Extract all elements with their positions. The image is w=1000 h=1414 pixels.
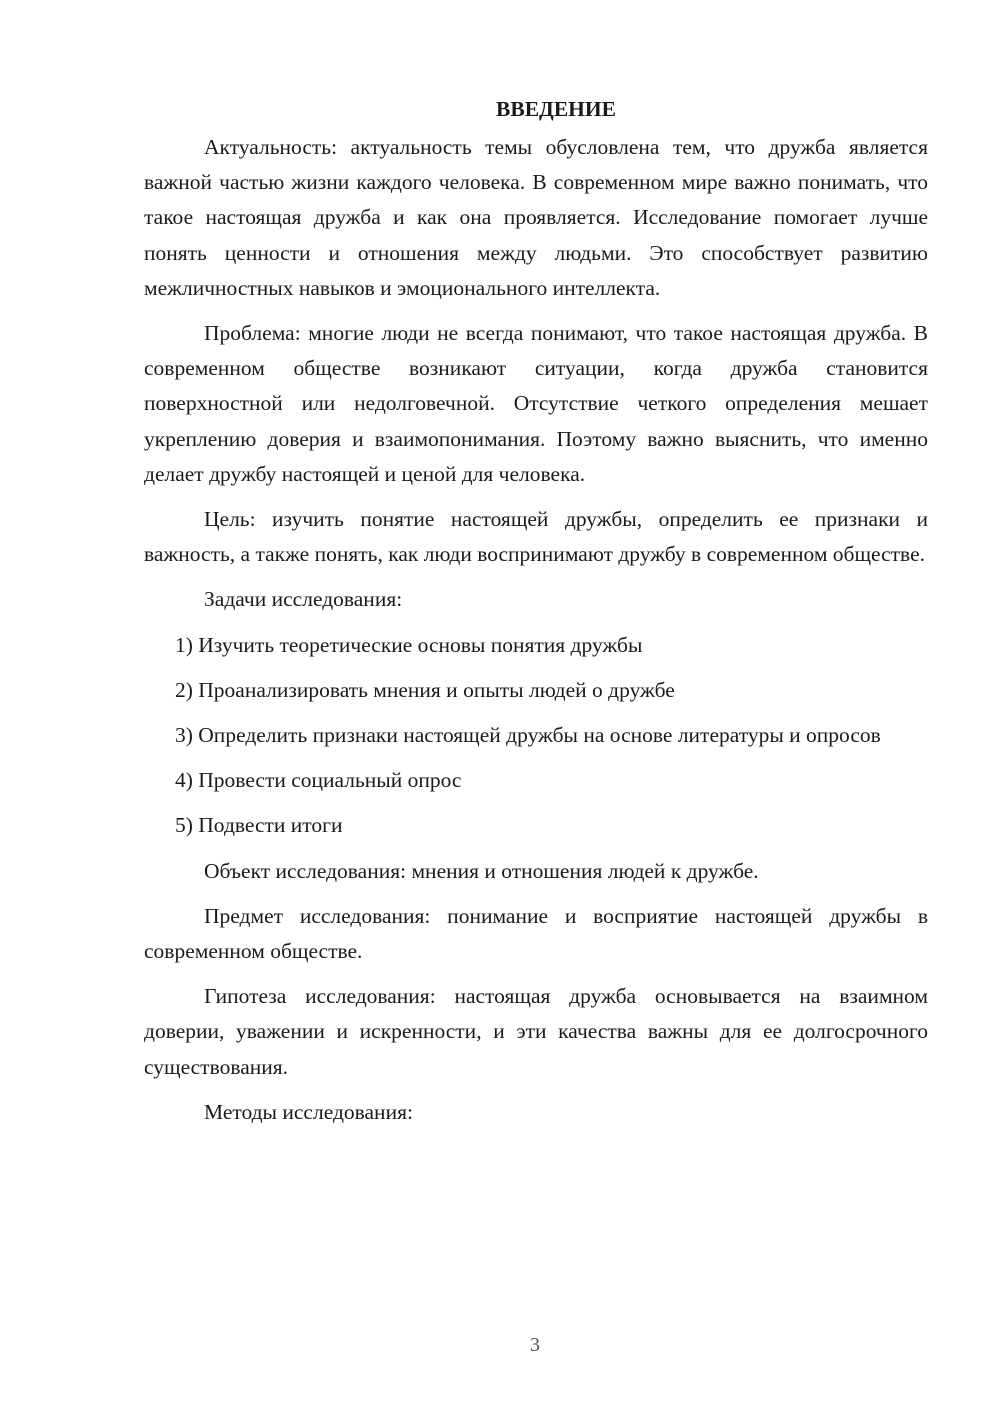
paragraph-methods: Методы исследования: (204, 1099, 413, 1124)
list-item: 1) Изучить теоретические основы понятия дружбы (175, 632, 643, 657)
list-item: 4) Провести социальный опрос (175, 768, 462, 793)
page-title: ВВЕДЕНИЕ (496, 97, 616, 121)
paragraph-subject: Предмет исследования: понимание и восприятие настоящей дружбы в современном обществе. (144, 903, 928, 964)
page-number: 3 (530, 1334, 540, 1356)
paragraph-object: Объект исследования: мнения и отношения людей к дружбе. (204, 858, 759, 883)
paragraph-hypothesis: Гипотеза исследования: настоящая дружба основывается на взаимном доверии, уважении и искренности, и эти качества важны для ее долгосрочного существования. (144, 984, 928, 1079)
list-item: 3) Определить признаки настоящей дружбы на основе литературы и опросов (175, 723, 881, 748)
paragraph-problem: Проблема: многие люди не всегда понимают, что такое настоящая дружба. В современном обществе возникают ситуации, когда дружба становится поверхностной или недолговечной. Отсутствие четкого определения мешает укреплению доверия и взаимопонимания. Поэтому важно выяснить, что именно делает дружбу настоящей и ценой для человека. (144, 321, 928, 486)
paragraph-relevance: Актуальность: актуальность темы обусловлена тем, что дружба является важной частью жизни каждого человека. В современном мире важно понимать, что такое настоящая дружба и как она проявляется. Исследование помогает лучше понять ценности и отношения между людьми. Это способствует развитию межличностных навыков и эмоционального интеллекта. (144, 135, 928, 300)
tasks-list (144, 628, 928, 844)
list-item: 2) Проанализировать мнения и опыты людей о дружбе (175, 677, 675, 702)
list-item: 5) Подвести итоги (175, 813, 343, 838)
paragraph-tasks-heading: Задачи исследования: (204, 587, 403, 612)
document-page (144, 92, 928, 1140)
paragraph-goal: Цель: изучить понятие настоящей дружбы, определить ее признаки и важность, а также понять, как люди воспринимают дружбу в современном обществе. (144, 507, 928, 567)
